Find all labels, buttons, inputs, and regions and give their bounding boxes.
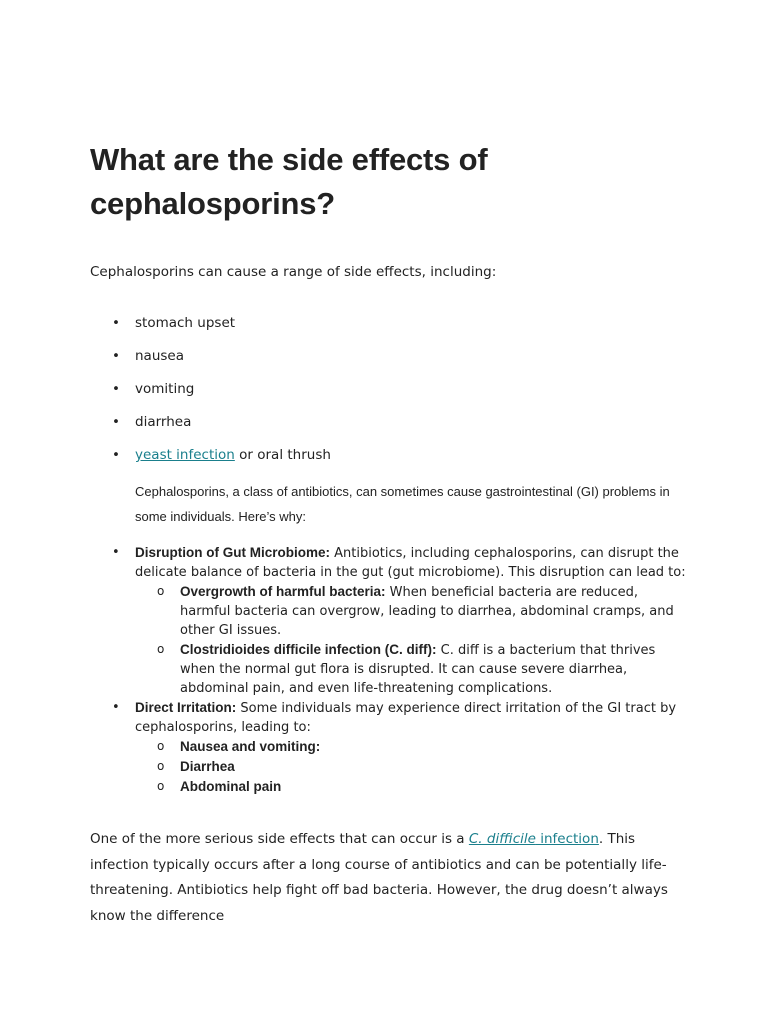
gi-section [112,479,690,797]
circle-bullet-icon: o [157,739,165,753]
list-item-text: diarrhea [135,414,192,430]
bullet-icon: • [112,447,120,463]
sub-item-title: Overgrowth of harmful bacteria: [180,584,386,599]
sub-item-title: Abdominal pain [180,779,282,794]
sub-list-item [135,582,690,640]
closing-text-after: . This infection typically occurs after a long course of antibiotics and can be potentially life-threatening. Antibiotics help fight off bad bacteria. However, the drug doesn’t always know the difference [90,831,668,924]
closing-text-before: One of the more serious side effects that can occur is a [90,831,469,847]
list-item [90,380,690,398]
sub-item-title: Nausea and vomiting: [180,739,321,754]
sub-list-item [135,757,690,777]
cause-text: Some individuals may experience direct irritation of the GI tract by cephalosporins, leading to: [135,701,677,735]
circle-bullet-icon: o [157,584,165,598]
yeast-infection-link[interactable]: yeast infection [135,447,235,463]
list-item-text: or oral thrush [234,447,331,463]
sub-item-title: Diarrhea [180,759,235,774]
side-effects-list [90,314,690,464]
sub-item-text: When beneficial bacteria are reduced, harmful bacteria can overgrow, leading to diarrhea, abdominal cramps, and other GI issues. [180,585,674,638]
page-title: What are the side effects of cephalosporins? [90,142,488,221]
bullet-icon: • [112,315,120,331]
cause-title: Disruption of Gut Microbiome: [135,545,330,560]
list-item [90,413,690,431]
circle-bullet-icon: o [157,642,165,656]
circle-bullet-icon: o [157,759,165,773]
irritation-sub-list [135,737,690,797]
article [90,138,690,929]
c-difficile-link-italic: C. difficile [468,831,536,847]
cause-item-disruption [90,543,690,698]
list-item-text: stomach upset [135,315,236,331]
list-item [90,446,690,464]
circle-bullet-icon: o [157,779,165,793]
bullet-icon: • [112,700,120,715]
sub-list-item [135,777,690,797]
sub-item-title: Clostridioides difficile infection (C. diff): [180,642,437,657]
list-item-text: nausea [135,348,184,364]
cause-item-irritation [90,698,690,797]
cause-title: Direct Irritation: [135,700,237,715]
bullet-icon: • [112,545,120,560]
bullet-icon: • [112,414,120,430]
sub-list-item [135,640,690,698]
c-difficile-link[interactable] [469,831,599,847]
disruption-sub-list [135,582,690,698]
bullet-icon: • [112,381,120,397]
c-difficile-link-rest: infection [535,831,599,847]
list-item [90,314,690,332]
sub-list-item [135,737,690,757]
gi-causes-list [90,543,690,797]
bullet-icon: • [112,348,120,364]
sub-item-text: C. diff is a bacterium that thrives when the normal gut flora is disrupted. It can cause severe diarrhea, abdominal pain, and even life-threatening complications. [180,643,656,696]
list-item [90,347,690,365]
intro-paragraph: Cephalosporins can cause a range of side effects, including: [90,264,497,280]
cause-text: Antibiotics, including cephalosporins, can disrupt the delicate balance of bacteria in the gut (gut microbiome). This disruption can lead to: [135,546,686,580]
closing-paragraph [90,827,680,929]
list-item-text: vomiting [135,381,195,397]
gi-intro: Cephalosporins, a class of antibiotics, can sometimes cause gastrointestinal (GI) problems in some individuals. Here’s why: [135,484,670,524]
